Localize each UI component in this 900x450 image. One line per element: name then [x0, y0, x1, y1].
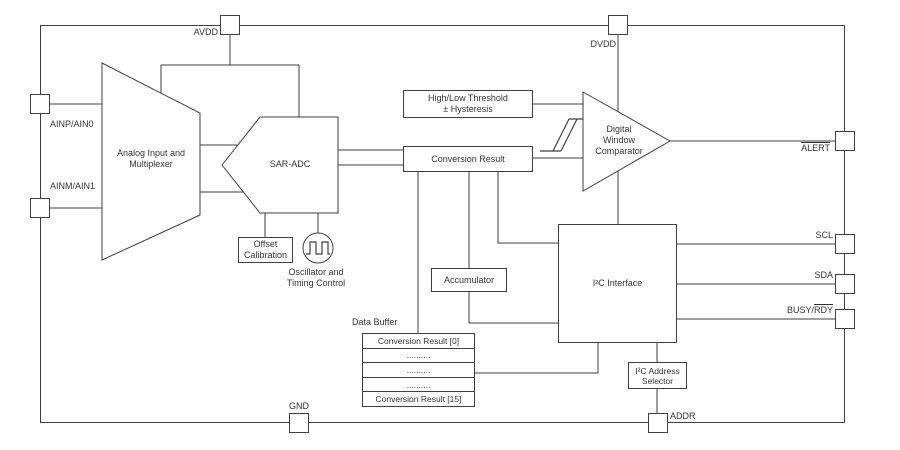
pin-square-dvdd: [608, 15, 628, 35]
conversion-result-label: Conversion Result: [431, 153, 505, 164]
data-buffer-row: Conversion Result [0]: [363, 334, 474, 349]
offset-calibration-block: [238, 237, 293, 263]
mux-label-line1: Analog Input and: [116, 148, 186, 158]
comparator-label: [583, 124, 655, 157]
pin-square-ainm: [30, 198, 50, 218]
accumulator-block: [431, 268, 507, 292]
oscillator-label-line1: Oscillator and: [288, 267, 344, 277]
pin-square-ainp: [30, 94, 50, 114]
sar-adc-label: SAR-ADC: [269, 159, 311, 169]
i2c-interface-block: [558, 224, 677, 343]
wire-accumulator-to-i2c: [469, 292, 558, 323]
hysteresis-icon: [540, 119, 583, 151]
pin-square-scl: [835, 234, 855, 254]
wire-conv-to-i2c: [498, 172, 558, 243]
pin-label-sda: SDA: [814, 270, 833, 280]
wire-databuffer-to-i2c: [475, 343, 598, 373]
comparator-label-line3: Comparator: [595, 146, 643, 156]
pin-square-alert: [835, 131, 855, 151]
oscillator-label: [271, 267, 361, 289]
pin-label-dvdd: DVDD: [590, 39, 616, 49]
data-buffer-row: ..........: [363, 363, 474, 378]
mux-label: [102, 148, 200, 170]
pin-label-avdd: AVDD: [193, 27, 218, 37]
accumulator-label: Accumulator: [443, 274, 495, 285]
pin-label-ainm: AINM/AIN1: [50, 181, 96, 191]
offset-label-line2: Calibration: [243, 250, 288, 260]
threshold-block: [403, 90, 533, 118]
comparator-label-line1: Digital: [606, 124, 632, 134]
addr-selector-label-line1: I²C Address: [635, 365, 680, 376]
threshold-label-line1: High/Low Threshold: [428, 93, 508, 103]
pin-label-alert: ALERT: [801, 143, 830, 153]
i2c-interface-label: I²C Interface: [592, 278, 643, 288]
pin-square-gnd: [289, 413, 309, 433]
pin-label-addr: ADDR: [670, 411, 696, 421]
pin-square-sda: [835, 274, 855, 294]
comparator-label-line2: Window: [602, 135, 635, 145]
pin-square-addr: [648, 413, 668, 433]
oscillator-label-line2: Timing Control: [286, 278, 346, 288]
data-buffer-title: Data Buffer: [352, 317, 398, 327]
addr-selector-label-line2: Selector: [641, 375, 674, 386]
data-buffer-row: Conversion Result [15]: [375, 394, 462, 405]
pin-square-avdd: [220, 15, 240, 35]
data-buffer-row: ..........: [363, 378, 474, 393]
data-buffer-row: ..........: [363, 349, 474, 364]
pin-label-busy-rdy: BUSY/$\overline{RDY}$: [786, 305, 833, 315]
pin-label-ainp: AINP/AIN0: [50, 119, 94, 129]
pin-label-scl: SCL: [815, 230, 833, 240]
pin-square-busy: [835, 309, 855, 329]
conversion-result-block: [403, 146, 533, 172]
threshold-label-line2: ± Hysteresis: [443, 104, 493, 114]
pin-label-gnd: GND: [289, 401, 309, 411]
i2c-address-selector-block: [628, 362, 687, 389]
offset-label-line1: Offset: [253, 239, 278, 249]
data-buffer-table: [362, 333, 475, 407]
mux-label-line2: Multiplexer: [129, 159, 173, 169]
wire-sar-result-bus: [338, 150, 403, 165]
